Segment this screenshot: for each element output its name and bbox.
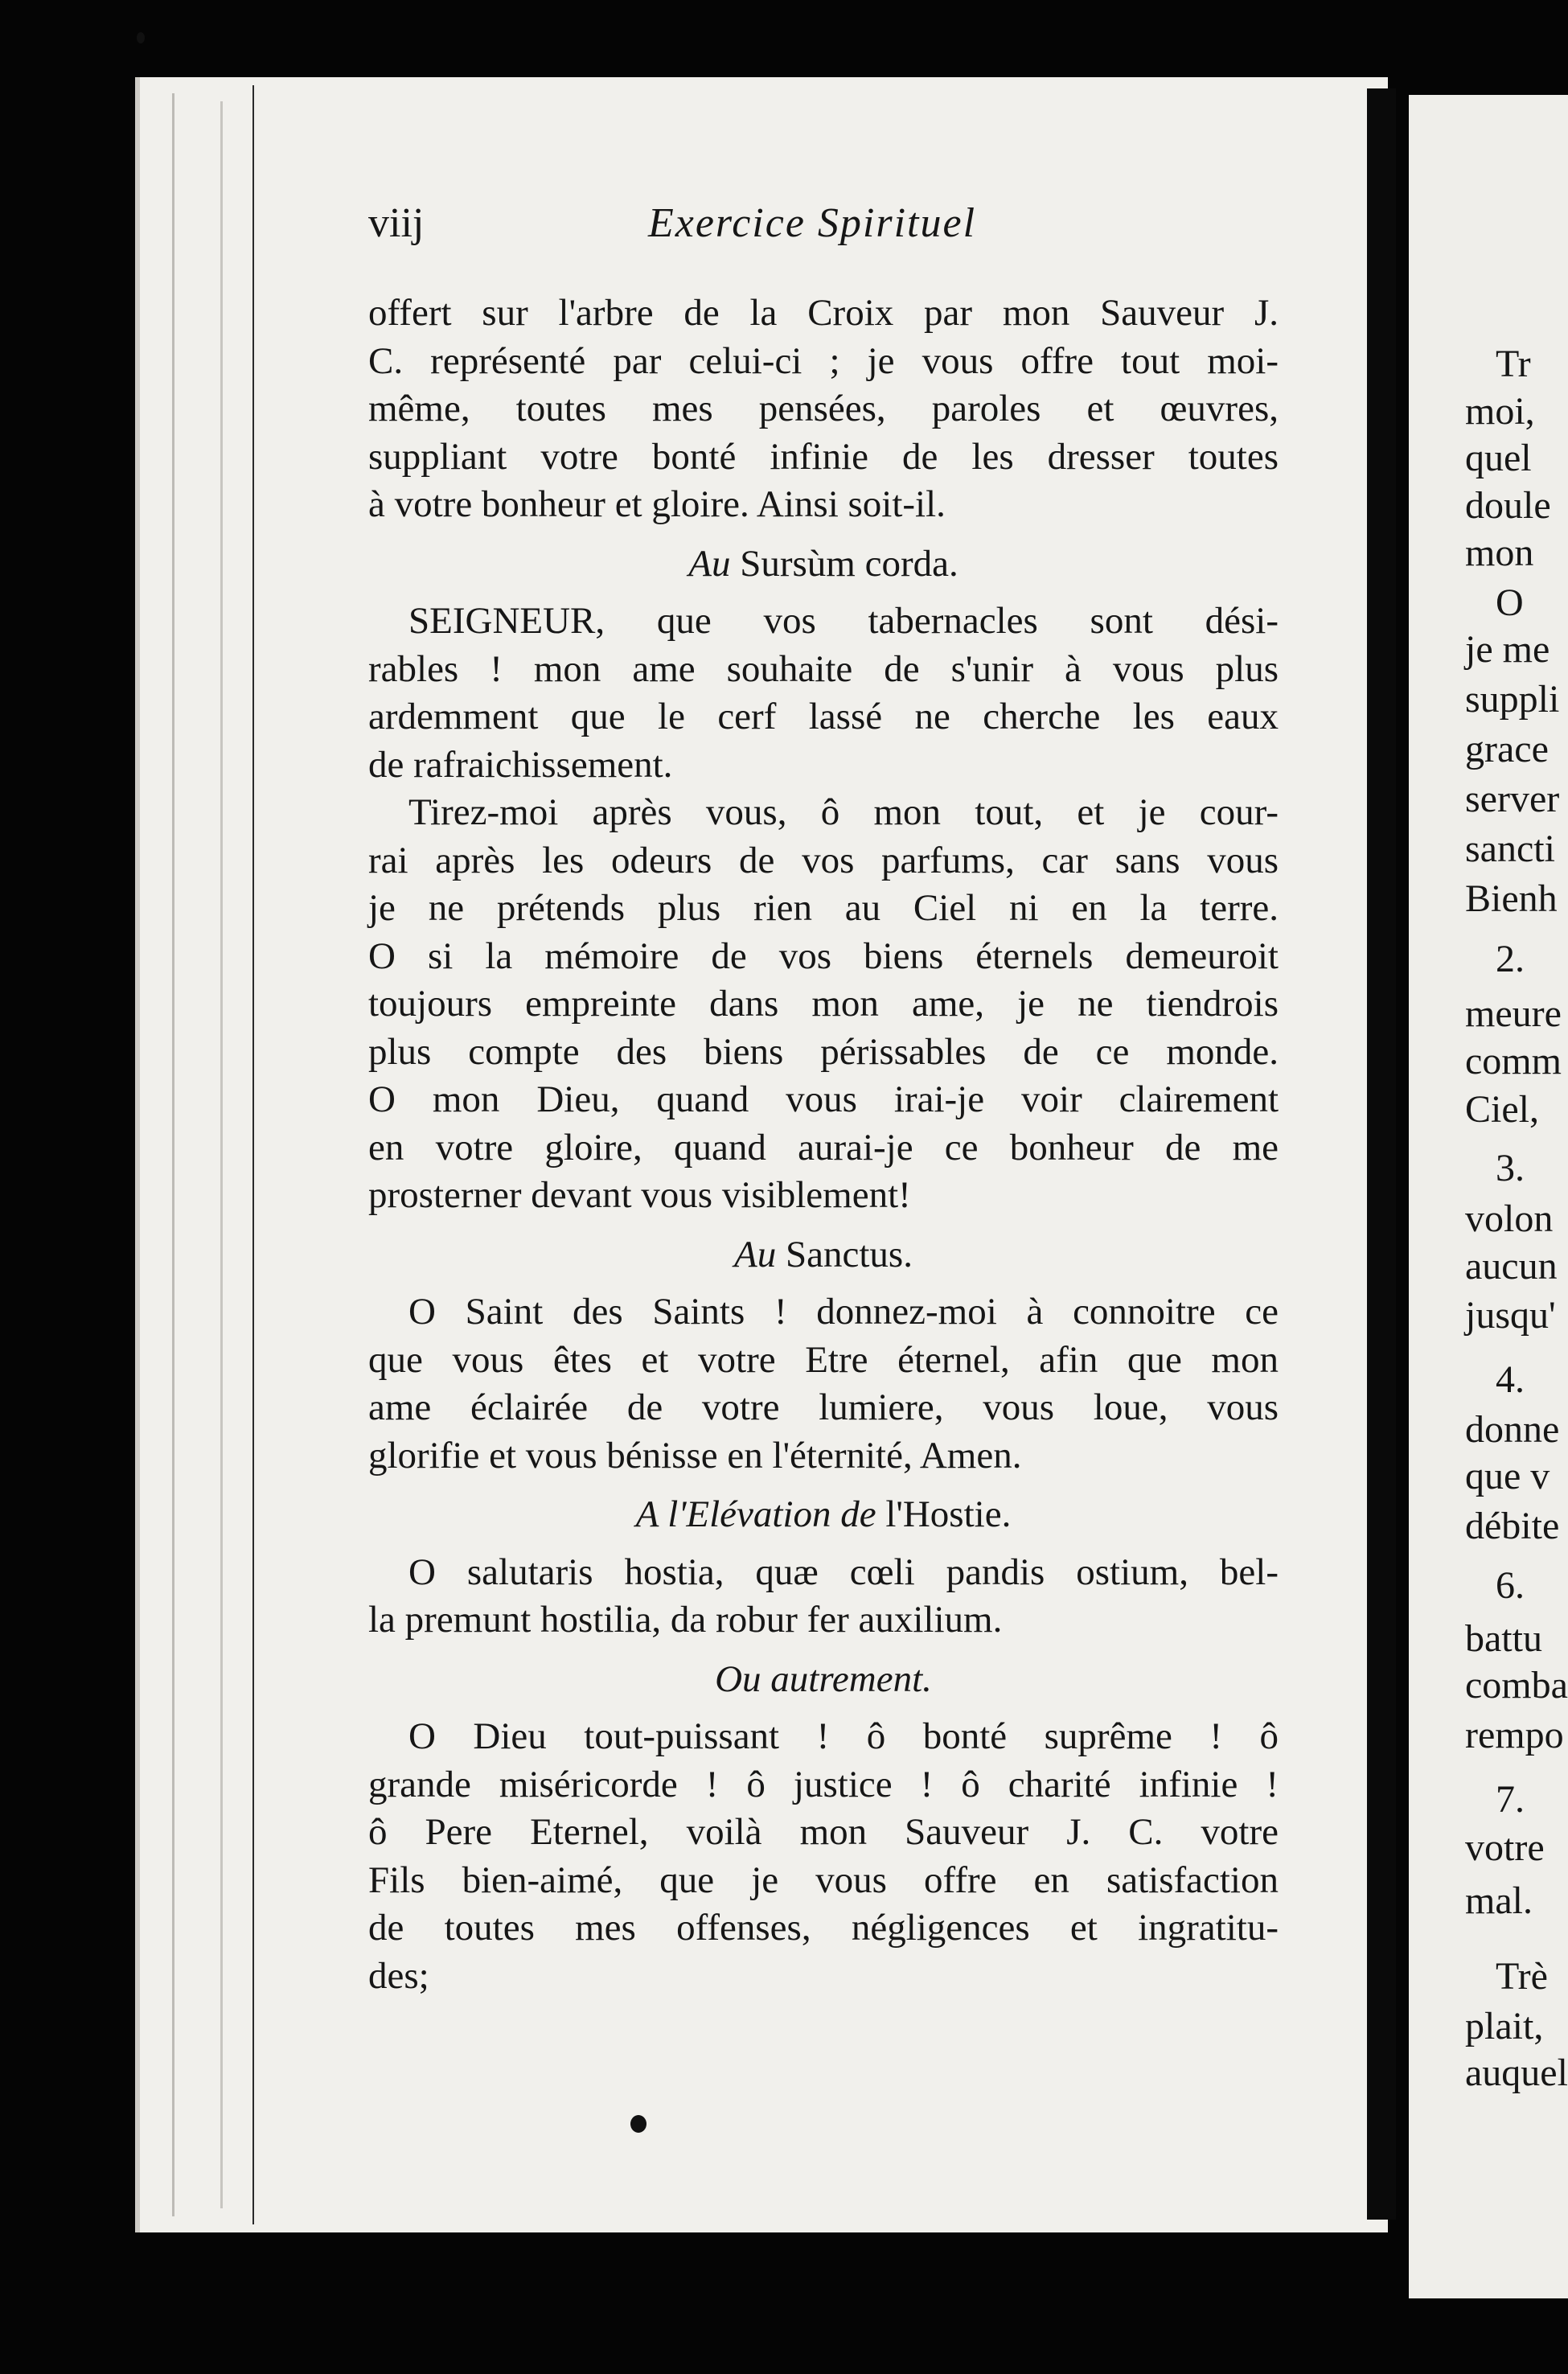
right-page-text-fragment: rempo: [1465, 1714, 1564, 1756]
running-title: Exercice Spirituel: [648, 200, 977, 246]
text-line: en votre gloire, quand aurai-je ce bonheur de me: [368, 1126, 1279, 1169]
text-line: O Dieu tout-puissant ! ô bonté suprême ! ô: [408, 1715, 1279, 1757]
right-page-text-fragment: que v: [1465, 1455, 1550, 1497]
right-page-text-fragment: doule: [1465, 484, 1551, 527]
right-page-text-fragment: battu: [1465, 1617, 1542, 1660]
right-page-text-fragment: aucun: [1465, 1245, 1558, 1288]
heading-italic: A l'Elévation de: [635, 1493, 876, 1535]
text-line: O si la mémoire de vos biens éternels demeuroit: [368, 934, 1279, 977]
text-line: O salutaris hostia, quæ cœli pandis ostium, bel-: [408, 1550, 1279, 1593]
right-page-text-fragment: moi,: [1465, 390, 1535, 433]
text-line: suppliant votre bonté infinie de les dresser toutes: [368, 435, 1279, 478]
heading-italic: Au: [688, 542, 731, 585]
right-page-text-fragment: mal.: [1465, 1879, 1533, 1922]
paragraph-dieu-tout-puissant: [368, 1713, 1279, 2000]
right-page-text-fragment: auquel: [1465, 2052, 1568, 2094]
page-edge-fold: [172, 93, 174, 2216]
text-line: Tirez-moi après vous, ô mon tout, et je cour-: [408, 791, 1279, 833]
right-page-text-fragment: débite: [1465, 1505, 1560, 1547]
right-page-text-fragment: grace: [1465, 728, 1549, 770]
paragraph-offering: [368, 290, 1279, 529]
text-line: rai après les odeurs de vos parfums, car sans vous: [368, 839, 1279, 881]
text-line: prosterner devant vous visiblement!: [368, 1174, 911, 1216]
book-gutter: [1367, 88, 1396, 2220]
right-page-text-fragment: Trè: [1496, 1955, 1548, 1998]
text-line: SEIGNEUR, que vos tabernacles sont dési-: [408, 600, 1279, 642]
section-heading-autrement: [368, 1656, 1279, 1704]
text-line: toujours empreinte dans mon ame, je ne tiendrois: [368, 983, 1279, 1025]
text-line: de toutes mes offenses, négligences et ingratitu-: [368, 1907, 1279, 1949]
right-page-text-fragment: sancti: [1465, 828, 1555, 870]
page-edge-fold: [252, 85, 254, 2224]
heading-italic: Ou autrement.: [715, 1657, 932, 1700]
text-line: Fils bien-aimé, que je vous offre en satisfaction: [368, 1859, 1279, 1901]
right-page-text-fragment: Ciel,: [1465, 1088, 1539, 1131]
section-heading-sanctus: [368, 1231, 1279, 1279]
text-line: O mon Dieu, quand vous irai-je voir clairement: [368, 1078, 1279, 1120]
right-page-text-fragment: votre: [1465, 1826, 1545, 1869]
right-page-text-fragment: server: [1465, 778, 1560, 820]
right-page-text-fragment: comba: [1465, 1664, 1568, 1707]
paragraph-tirez-moi: [368, 789, 1279, 1220]
section-heading-sursum: [368, 540, 1279, 589]
text-line: la premunt hostilia, da robur fer auxilium.: [368, 1599, 1003, 1641]
text-line: grande miséricorde ! ô justice ! ô charité infinie !: [368, 1763, 1279, 1805]
right-page-text-fragment: Bienh: [1465, 877, 1558, 920]
heading-text: Sanctus.: [776, 1233, 913, 1275]
right-page-text-fragment: donne: [1465, 1408, 1560, 1451]
ink-spot: [137, 32, 145, 43]
section-heading-elevation: [368, 1491, 1279, 1539]
heading-text: Sursùm corda.: [730, 542, 958, 585]
right-page-text-fragment: Tr: [1496, 343, 1531, 385]
text-line: à votre bonheur et gloire. Ainsi soit-il.: [368, 483, 946, 525]
page-text: [368, 290, 1279, 2000]
text-line: C. représenté par celui-ci ; je vous offre tout moi-: [368, 339, 1279, 382]
text-line: même, toutes mes pensées, paroles et œuvres,: [368, 388, 1279, 429]
right-page-fragment: [1409, 95, 1568, 2298]
text-line: je ne prétends plus rien au Ciel ni en la terre.: [368, 887, 1279, 929]
text-line: de rafraichissement.: [368, 743, 673, 786]
ink-spot: [630, 2115, 646, 2133]
right-page-text-fragment: comm: [1465, 1040, 1562, 1082]
page-edge-fold: [220, 101, 223, 2208]
paragraph-seigneur: [368, 598, 1279, 789]
text-line: plus compte des biens périssables de ce monde.: [368, 1030, 1279, 1073]
text-line: O Saint des Saints ! donnez-moi à connoitre ce: [408, 1291, 1279, 1333]
right-page-text-fragment: 3.: [1496, 1147, 1525, 1189]
page-number: viij: [368, 200, 425, 246]
text-line: des;: [368, 1954, 429, 1997]
right-page-text-fragment: meure: [1465, 992, 1562, 1035]
text-line: ame éclairée de votre lumiere, vous loue, vous: [368, 1386, 1279, 1428]
right-page-text-fragment: 4.: [1496, 1358, 1525, 1401]
right-page-text-fragment: O: [1496, 581, 1524, 624]
heading-text: l'Hostie.: [876, 1493, 1012, 1535]
text-line: glorifie et vous bénisse en l'éternité, Amen.: [368, 1434, 1022, 1477]
right-page-text-fragment: mon: [1465, 532, 1534, 574]
heading-italic: Au: [734, 1233, 777, 1275]
text-line: que vous êtes et votre Etre éternel, afin que mon: [368, 1338, 1279, 1381]
text-line: offert sur l'arbre de la Croix par mon Sauveur J.: [368, 292, 1279, 334]
right-page-text-fragment: volon: [1465, 1197, 1554, 1240]
right-page-text-fragment: 2.: [1496, 938, 1525, 980]
right-page-text-fragment: je me: [1465, 628, 1550, 671]
text-line: ardemment que le cerf lassé ne cherche les eaux: [368, 696, 1279, 737]
right-page-text-fragment: jusqu': [1465, 1294, 1556, 1337]
right-page-text-fragment: suppli: [1465, 678, 1560, 721]
right-page-text-fragment: plait,: [1465, 2005, 1544, 2047]
paragraph-saint-des-saints: [368, 1288, 1279, 1480]
text-line: ô Pere Eternel, voilà mon Sauveur J. C. votre: [368, 1811, 1279, 1853]
right-page-text-fragment: quel: [1465, 437, 1532, 479]
right-page-text-fragment: 7.: [1496, 1778, 1525, 1821]
text-line: rables ! mon ame souhaite de s'unir à vous plus: [368, 647, 1279, 690]
paragraph-salutaris: [368, 1549, 1279, 1645]
right-page-text-fragment: 6.: [1496, 1564, 1525, 1607]
